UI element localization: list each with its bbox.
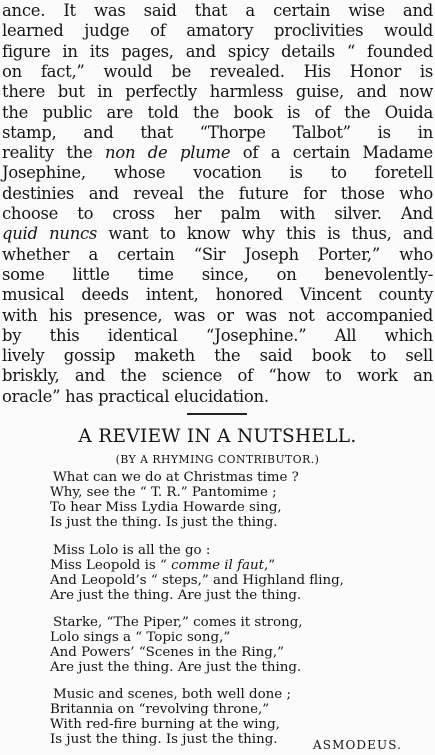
text-run: musical deeds intent, honored Vincent county (2, 285, 433, 305)
text-run: briskly, and the science of “how to work an (2, 366, 433, 386)
text-run: want to know why this is thus, and (97, 224, 433, 244)
prose-line (2, 264, 433, 286)
text-run: destinies and reveal the future for those who (2, 183, 433, 203)
prose-line (2, 244, 433, 266)
verse-line (50, 573, 344, 589)
verse-line (53, 615, 303, 631)
prose-line (2, 284, 433, 306)
prose-line (2, 0, 433, 22)
poem-byline: (BY A RHYMING CONTRIBUTOR.) (115, 453, 320, 466)
text-run: on fact,” would be revealed. His Honor is (2, 61, 433, 81)
verse-line (50, 660, 301, 676)
text-run: To hear Miss Lydia Howarde sing, (50, 500, 282, 515)
prose-line (2, 102, 433, 124)
text-run: whether a certain “Sir Joseph Porter,” who (2, 244, 433, 264)
text-run: ,” (264, 558, 276, 573)
text-run: choose to cross her palm with silver. And (2, 204, 433, 223)
prose-line (2, 305, 433, 327)
text-run: oracle” has practical elucidation. (2, 386, 269, 406)
verse-line (53, 470, 299, 486)
prose-line (2, 122, 433, 144)
text-run: What can we do at Christmas time ? (53, 470, 299, 485)
verse-line (53, 543, 210, 559)
text-run: of a certain Madame (230, 143, 433, 163)
verse-line (50, 515, 278, 531)
verse-line (53, 687, 291, 703)
text-run: with his presence, was or was not accompanied (2, 305, 433, 325)
section-divider (187, 413, 247, 415)
verse-line (50, 717, 280, 733)
text-run: Britannia on “revolving throne,” (50, 702, 270, 717)
verse-line (50, 588, 301, 604)
text-run: Miss Lolo is all the go : (53, 543, 211, 558)
text-run: learned judge of amatory proclivities would (2, 21, 433, 41)
poem-signature: ASMODEUS. (313, 738, 403, 752)
text-run: Are just the thing. Are just the thing. (50, 588, 302, 603)
poem-title: A REVIEW IN A NUTSHELL. (78, 426, 357, 447)
text-run: Are just the thing. Are just the thing. (50, 660, 302, 675)
verse-line (50, 500, 282, 516)
prose-line (2, 142, 433, 164)
text-run: Is just the thing. Is just the thing. (50, 515, 278, 530)
prose-line (2, 203, 433, 225)
text-run: And Leopold’s “ steps,” and Highland fling, (50, 573, 344, 588)
prose-line (2, 61, 433, 83)
text-run: the public are told the book is of the Ouida (2, 102, 433, 122)
italic-text: comme il faut (171, 558, 265, 573)
prose-line (2, 386, 433, 408)
text-run: Why, see the “ T. R.” Pantomime ; (50, 485, 277, 500)
text-run: And Powers’ “Scenes in the Ring,” (50, 645, 284, 660)
text-run: Josephine, whose vocation is to foretell (2, 163, 433, 183)
text-run: lively gossip maketh the said book to sell (2, 346, 433, 366)
text-run: by this identical “Josephine.” All which (2, 325, 433, 345)
verse-line (50, 645, 284, 661)
text-run: Miss Leopold is “ (50, 558, 172, 573)
prose-line (2, 325, 433, 347)
prose-line (2, 183, 433, 205)
text-run: With red-fire burning at the wing, (50, 717, 280, 732)
text-run: figure in its pages, and spicy details “ founded (2, 41, 433, 61)
italic-text: non de plume (105, 143, 231, 163)
prose-line (2, 81, 433, 103)
text-run: Starke, “The Piper,” comes it strong, (53, 615, 303, 630)
italic-text: quid nuncs (2, 224, 98, 244)
prose-line (2, 20, 433, 42)
text-run: reality the (2, 143, 106, 163)
verse-line (50, 702, 269, 718)
text-run: there but in perfectly harmless guise, and now (2, 82, 433, 102)
text-run: Music and scenes, both well done ; (53, 687, 291, 702)
verse-line (50, 630, 230, 646)
verse-line (50, 485, 277, 501)
prose-line (2, 223, 433, 245)
text-run: some little time since, on benevolently- (2, 264, 433, 284)
text-run: Is just the thing. Is just the thing. (50, 732, 278, 747)
text-run: Lolo sings a “ Topic song,” (50, 630, 231, 645)
verse-line (50, 732, 278, 748)
verse-line (50, 558, 275, 574)
prose-line (2, 345, 433, 367)
prose-line (2, 41, 433, 63)
text-run: ance. It was said that a certain wise and (2, 1, 433, 20)
text-run: stamp, and that “Thorpe Talbot” is in (2, 122, 433, 142)
prose-line (2, 162, 433, 184)
prose-line (2, 365, 433, 387)
